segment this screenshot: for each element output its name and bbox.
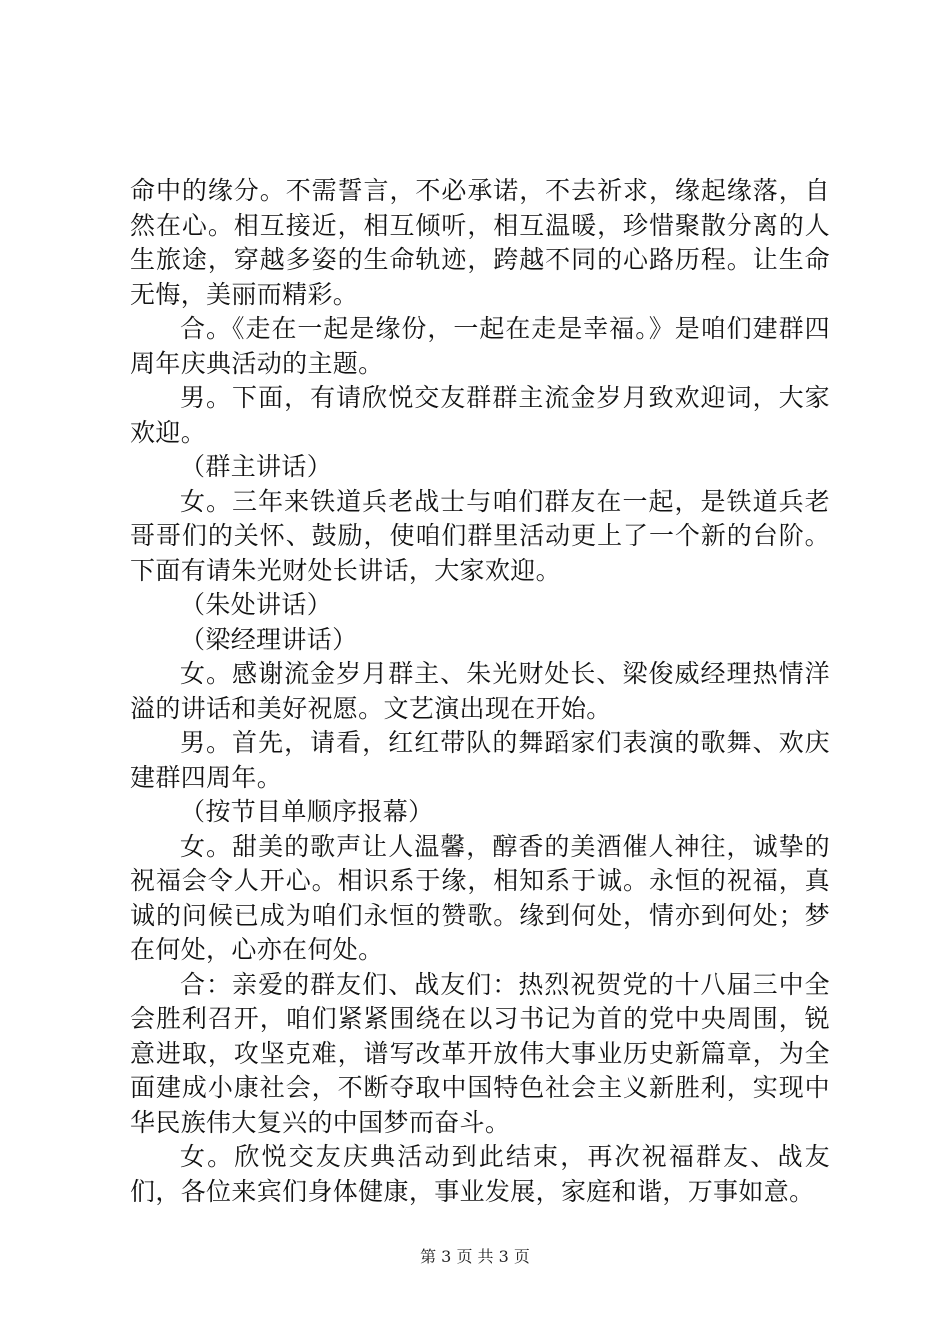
paragraph: 女。三年来铁道兵老战士与咱们群友在一起，是铁道兵老哥哥们的关怀、鼓励，使咱们群里活动更上了一个新的台阶。下面有请朱光财处长讲话，大家欢迎。 <box>130 486 830 585</box>
document-body <box>130 174 830 1209</box>
paragraph: 合。《走在一起是缘份，一起在走是幸福。》是咱们建群四周年庆典活动的主题。 <box>130 314 830 378</box>
page-total: 共 3 页 <box>477 1247 530 1266</box>
paragraph: 女。欣悦交友庆典活动到此结束，再次祝福群友、战友们，各位来宾们身体健康，事业发展，家庭和谐，万事如意。 <box>130 1142 830 1206</box>
paragraph: （群主讲话） <box>180 452 333 481</box>
paragraph: （按节目单顺序报幕） <box>180 797 434 826</box>
paragraph: 合：亲爱的群友们、战友们：热烈祝贺党的十八届三中全会胜利召开，咱们紧紧围绕在以习书记为首的党中央周围，锐意进取，攻坚克难，谱写改革开放伟大事业历史新篇章，为全面建成小康社会，不断夺取中国特色社会主义新胜利，实现中华民族伟大复兴的中国梦而奋斗。 <box>130 969 830 1137</box>
paragraph: 男。首先，请看，红红带队的舞蹈家们表演的歌舞、欢庆建群四周年。 <box>130 728 830 792</box>
page-number: 第 3 页 <box>420 1247 473 1266</box>
paragraph: 男。下面，有请欣悦交友群群主流金岁月致欢迎词，大家欢迎。 <box>130 383 830 447</box>
paragraph: 命中的缘分。不需誓言，不必承诺，不去祈求，缘起缘落，自然在心。相互接近，相互倾听，相互温暖，珍惜聚散分离的人生旅途，穿越多姿的生命轨迹，跨越不同的心路历程。让生命无悔，美丽而精彩。 <box>130 176 830 309</box>
paragraph: （梁经理讲话） <box>180 624 358 654</box>
paragraph: 女。感谢流金岁月群主、朱光财处长、梁俊威经理热情洋溢的讲话和美好祝愿。文艺演出现在开始。 <box>130 659 830 723</box>
page-footer <box>0 1246 950 1268</box>
paragraph: （朱处讲话） <box>180 590 333 619</box>
paragraph: 女。甜美的歌声让人温馨，醇香的美酒催人神往，诚挚的祝福会令人开心。相识系于缘，相知系于诚。永恒的祝福，真诚的问候已成为咱们永恒的赞歌。缘到何处，情亦到何处；梦在何处，心亦在何处。 <box>130 831 830 964</box>
